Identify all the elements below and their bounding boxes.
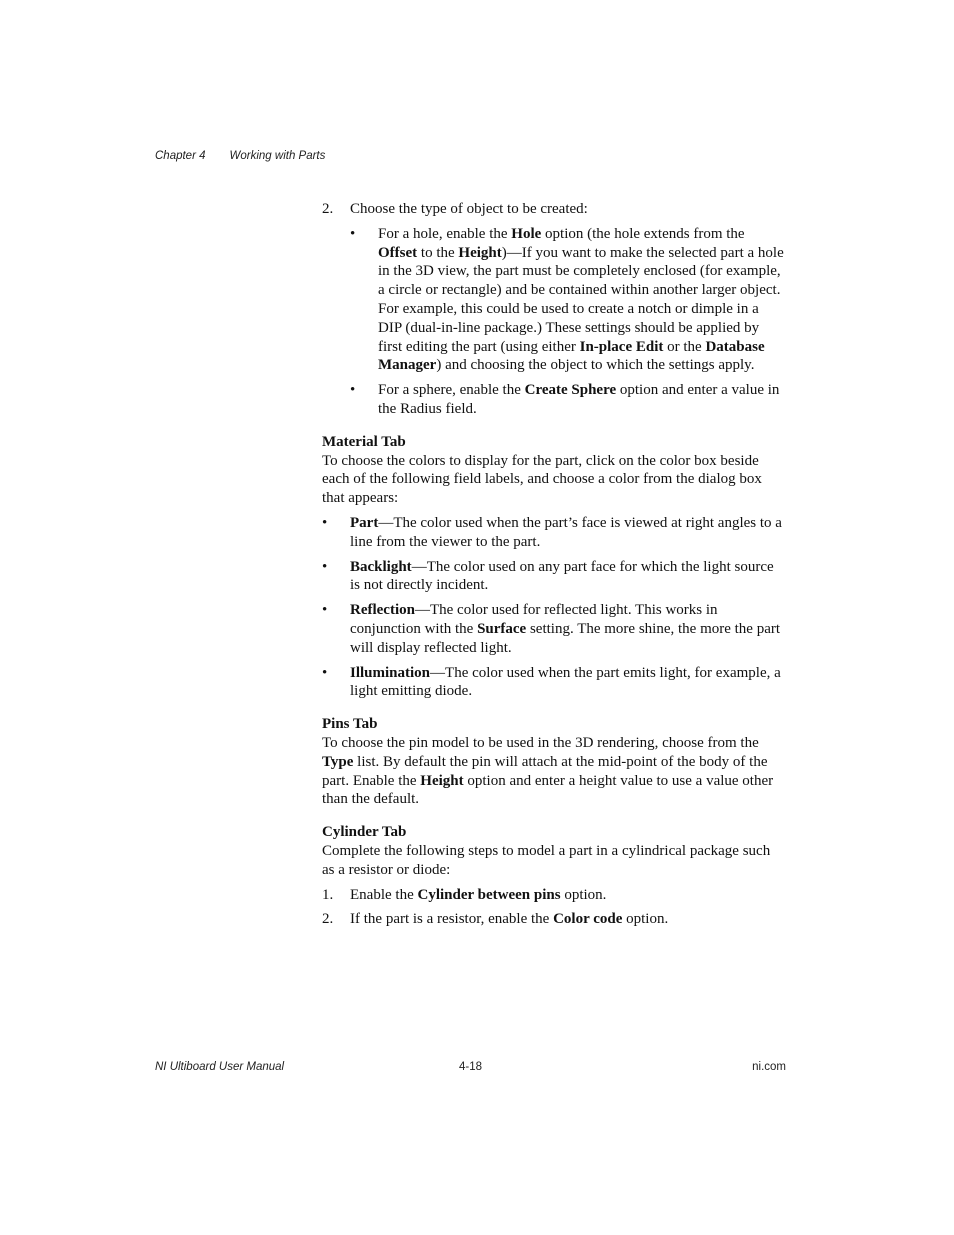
bullet-marker: • [322,664,328,681]
running-header [155,150,325,162]
pins-paragraph [322,734,784,809]
bullet-marker: • [350,225,356,242]
pins-tab-heading: Pins Tab [322,716,378,733]
hole-term: Hole [511,225,542,242]
step-number: 2. [322,911,334,928]
database-manager-term: Database Manager [378,338,765,374]
bullet-marker: • [322,602,328,619]
item-text: —The color used when the part’s face is viewed at right angles to a line from the viewer to the part. [350,514,782,550]
pins-text: option and enter a height value to use a value other than the default. [322,772,774,808]
item-term: Backlight [350,558,412,575]
type-term: Type [322,753,354,770]
bullet-marker: • [322,514,328,531]
page-body [322,200,784,929]
item-term: Part [350,514,379,531]
step-text: If the part is a resistor, enable the [350,911,554,928]
chapter-number: Chapter 4 [155,150,206,162]
item-text: —The color used for reflected light. This works in conjunction with the [350,602,718,637]
step-text: option. [560,886,607,903]
hole-text: For a hole, enable the [378,225,512,242]
step-number: 1. [322,886,334,903]
item-term: Reflection [350,602,415,619]
footer-manual-title: NI Ultiboard User Manual [155,1061,285,1073]
step-2 [322,200,784,219]
chapter-title: Working with Parts [229,150,326,162]
material-item-backlight [322,558,784,596]
sphere-text: option and enter a value in the Radius field. [378,382,780,417]
cylinder-tab-heading: Cylinder Tab [322,824,407,841]
hole-text: )—If you want to make the selected part a hole in the 3D view, the part must be completely enclosed (for example, a circle or rectangle) and be contained within another larger object. For example, this could be used to create a notch or dimple in a DIP (dual-in-line package.) These settings should be applied by first editing the part (using either [378,244,784,355]
pins-text: To choose the pin model to be used in the 3D rendering, choose from the [322,734,759,751]
hole-bullet [322,225,784,375]
step-number: 2. [322,201,334,217]
item-term: Illumination [350,664,431,681]
sphere-bullet [322,381,784,419]
item-text: setting. The more shine, the more the part will display reflected light. [350,620,781,656]
step-text: Enable the [350,886,418,903]
cylinder-step-1 [322,886,784,905]
material-item-reflection [322,601,784,657]
material-item-part [322,514,784,552]
step-text: option. [622,911,669,928]
height-term: Height [458,244,502,261]
cylinder-intro: Complete the following steps to model a part in a cylindrical package such as a resistor or diode: [322,842,771,878]
item-text: —The color used on any part face for which the light source is not directly incident. [350,558,774,594]
item-text: —The color used when the part emits light, for example, a light emitting diode. [350,664,781,700]
material-tab-heading: Material Tab [322,433,406,450]
hole-text: or the [663,338,706,355]
pins-text: list. By default the pin will attach at the mid-point of the body of the part. Enable the [322,753,768,789]
height-term: Height [420,772,464,789]
step-text: Choose the type of object to be created: [350,201,588,217]
hole-text: option (the hole extends from the [541,225,745,242]
bullet-marker: • [350,382,356,399]
hole-text: ) and choosing the object to which the settings apply. [436,357,755,374]
cylinder-between-pins-term: Cylinder between pins [417,886,561,903]
cylinder-step-2 [322,910,784,929]
footer-page-number: 4-18 [459,1061,483,1073]
color-code-term: Color code [553,911,623,928]
create-sphere-term: Create Sphere [524,382,617,399]
material-intro: To choose the colors to display for the part, click on the color box beside each of the following field labels, and choose a color from the dialog box that appears: [322,452,762,507]
surface-term: Surface [477,620,527,637]
hole-text: to the [417,244,459,261]
footer-site: ni.com [752,1061,786,1073]
bullet-marker: • [322,558,328,575]
offset-term: Offset [378,244,418,261]
sphere-text: For a sphere, enable the [378,382,525,399]
inplace-edit-term: In-place Edit [579,338,664,355]
material-item-illumination [322,664,784,702]
